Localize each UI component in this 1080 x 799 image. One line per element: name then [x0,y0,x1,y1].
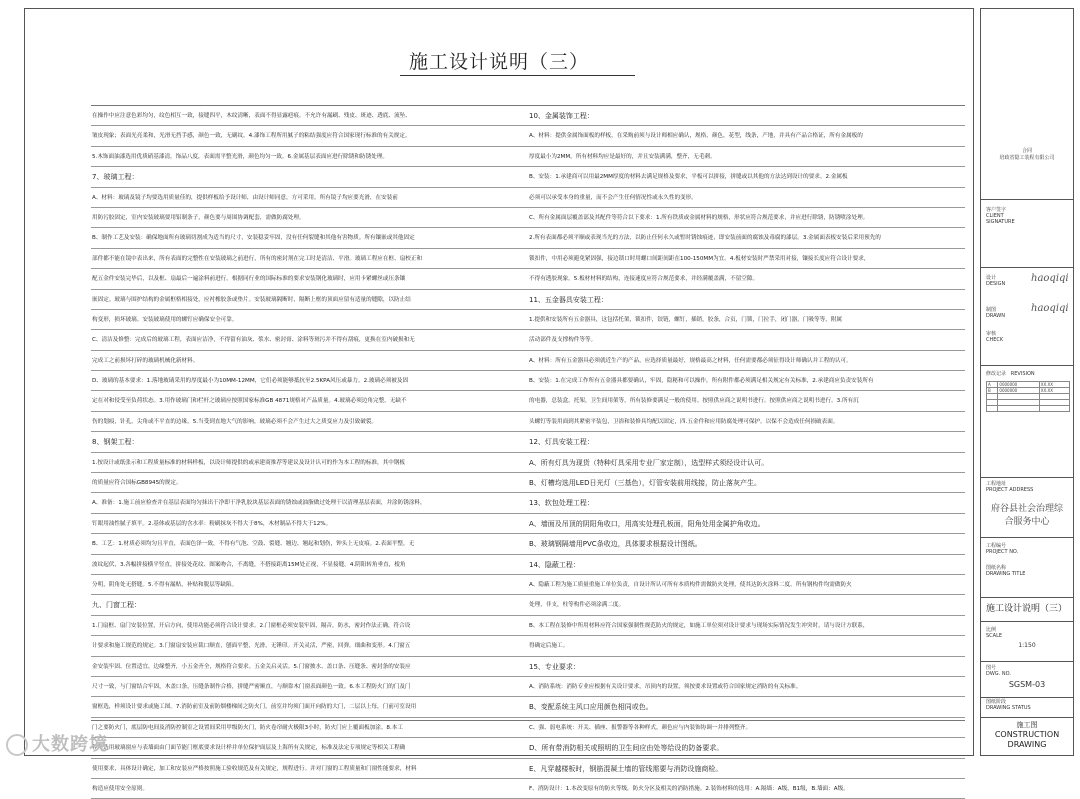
note-line: C、强、弱电系统：开关、插座、报警器等各种样式，颜色应与内装饰协调一并排列整齐。 [528,718,965,738]
check-label-cn: 审核 [986,331,997,337]
note-line: C、所有金属面层覆盖部及其配件等符合以下要求：1.所有铁质或金属材料的规格，形状应符合规范要求，并应进行除锈，防锈喷涂处理。 [528,208,965,228]
note-line: 1.门扇框、扇门安装位置，开启方向，使用功能必须符合设计要求。2.门窗框必须安装牢固，隔音，防水，密封作法正确，符合设 [91,616,528,636]
title-underline [400,75,635,76]
note-line: 尺寸一致，与门窗结合牢固，木盖口条，压缝条制作合格，拼缝严密顺直，与顺靠木门窗表面颜色一致。6.本工程防火门的门及门 [91,677,528,697]
drawn-label-en: DRAWN [986,313,1005,319]
section-heading: E、凡穿越楼板时，钢筋混凝土墙的管线需要与消防设施商检。 [528,759,965,779]
drawing-frame [24,8,974,792]
client-label-cn: 客户签字 [986,207,1007,213]
drawn-signature: haoqiqi [1031,303,1069,314]
right-notes-column [528,105,965,792]
dwg-no-label-en: DWG. NO. [986,671,1011,677]
note-line: 的质量应符合国标GB8945的规定。 [91,473,528,493]
watermark-logo-icon [6,734,28,756]
watermark: 大数跨境 [6,730,108,756]
note-line: 嵌固定。玻璃与围护结构的金属框格相接处，应衬橡胶条或垫片。安装玻璃隔断时，隔断上框的顶面应留有适量的缝隙，以防止结 [91,290,528,310]
note-line: 钉眼用油性腻子填平。2.基体或基层的含水率：粉刷抹灰不得大于8%，木材制品不得大于12%。 [91,514,528,534]
note-line: 窗框选，样须设计要求或施工图。7.消防前室及前防烟楼梯间之防火门，前室并均须门面开向防的大门，二层以上每，门前可室设用 [91,697,528,717]
section-heading: B、玻璃钢隔墙用PVC条收边，具体要求根据设计图纸。 [528,534,965,554]
project-address-label-en: PROJECT ADDRESS [986,487,1034,493]
note-line: 计要求和施工规范的规定。3.门窗扇安装应裁口顺直，刨面平整，光滑，无锤印。开关灵活，严密，回弹，细曲和变形。4.门窗五 [91,636,528,656]
note-line: 完成工之前损坏打碎的玻璃机械化新材料。 [91,351,528,371]
owner-label: 合同 [1021,148,1032,154]
project-name: 府谷县社会治理综合服务中心 [990,504,1063,527]
client-block [981,207,1073,225]
note-line: 部件都不能在镜中表出来，所有表面的完整性在安装玻璃之前进行，所有的密封剂在完工时是清洁、平滑。玻璃工程应在框、扇校正和 [91,249,528,269]
owner-name: 培政省隐工装程有限公司 [999,155,1055,161]
drawing-title-label-block [981,565,1073,577]
client-label-en: CLIENT [986,213,1004,219]
section-heading: 14、隐蔽工程： [528,555,965,575]
design-label-en: DESIGN [986,281,1006,287]
page-title: 施工设计说明（三） [408,51,589,73]
signature-label: SIGNATURE [986,219,1015,225]
note-line: 得确定后施工。 [528,636,965,656]
project-address-block [981,481,1073,493]
scale-label-en: SCALE [986,633,1003,639]
section-heading: 8、钢架工程： [91,432,528,452]
design-label-cn: 设计 [986,275,997,281]
status-label-en: DRAWING STATUS [986,705,1031,711]
note-line: 定在对和侵受至负荷状态。3.用作玻璃门和栏杆之玻璃应按照国家标准GB 4871规格对产品质量。4.玻璃必须边角完整，无缺不 [91,391,528,411]
section-heading: 九、门窗工程： [91,595,528,615]
check-label-en: CHECK [986,337,1004,343]
section-heading: 12、灯具安装工程： [528,432,965,452]
design-signature: haoqiqi [1031,273,1069,284]
note-line: 厚度最小为2MM，所有材料均应是最好的，并且安装满满，整齐，无毛刺。 [528,147,965,167]
note-line: A、准备：1.施工前应检查并在基层表面均匀抹出干净即干净乳胶块基层表面的锈蚀或油脂做过处理干以清理基层表面，并涂防锈涂料， [91,493,528,513]
note-line: 用防污胶固定，室内安装玻璃要用铝制条子，颜色要与周围协调配套，需做防腐处理。 [91,208,528,228]
status-label-cn: 图纸阶段 [986,699,1007,705]
section-heading: B、灯槽均选用LED日光灯（三基色），灯管安装前用线接，防止落灰产生。 [528,473,965,493]
dwg-no-block [981,665,1073,689]
note-line: 活动部件及支撑构件等等。 [528,330,965,350]
note-line: 使用要求，具体设计确定，加工和安装应严格按照施工验收规范及有关规定，规程进行。并对门窗的工程质量和门窗性能要求，材料 [91,759,528,779]
note-line: D、玻璃的基本要求：1.落地玻璃采用的厚度最小为10MM-12MM，它们必须能够抵抗至2.5KPA风压或暴力。2.玻璃必须被及固 [91,371,528,391]
section-heading: D、所有带消防相关或照明的卫生间应由处等给设的防备要求。 [528,738,965,758]
note-line: A、隐蔽工程为施工质量重施工单位负责，自设计所认可所有本质构件需做防火处理，使其达防火涂料二度。所有钢构件均需做防火 [528,575,965,595]
scale-value: 1:150 [1018,642,1036,649]
note-line: B、安装：1.承建商可以用最2MM厚度的材料去满足规格及要求，平板可以拼接，拼缝或以其他的方法达到设计的要求。2.金属板 [528,167,965,187]
left-notes-column [91,105,528,792]
note-line: 门之要防火门，底层防电间及消防控制室之设置间采用甲级防火门，防火卷帘耐火极限3小时，防火门应上覆面板加涂。8.本工 [91,718,528,738]
revision-table [986,381,1070,412]
project-no-label-cn: 工程编号 [986,543,1007,549]
drawing-title-label-cn: 图纸名称 [986,565,1007,571]
note-line: 构造应使用安全原则。 [91,779,528,799]
note-line: B、本工程在装修中所用材料应符合国家强制性规范防火的规定，如施工单位须对设计要求与现场实际情况发生冲突时，请与设计方联系， [528,616,965,636]
section-heading: 13、软包处理工程： [528,493,965,513]
status-cn: 施工图 [1016,721,1038,729]
note-line: 构变形，损坏玻璃。安装玻璃使用的螺钉应确保安全可靠。 [91,310,528,330]
revision-header [981,371,1073,377]
note-line: 程所选用玻璃窗应与表墙面由门面节能门框底要求设计样并单位保护面层及上海所有关规定，标准及法定专项规定等相关工程确 [91,738,528,758]
note-line: A、材料：所有五金器具必须就近生产的产品，应选择质量最好，规格最高之材料，任何需要都必须征得设计师确认并工程的认可。 [528,351,965,371]
dwg-no-label-cn: 图号 [986,665,997,671]
dwg-no-value: SGSM-03 [1008,680,1046,689]
revision-row [987,406,1070,412]
drawn-row [981,303,1073,329]
note-line: 必须可以承受本身的重量，而不会产生任何情况性或永久性的变形。 [528,188,965,208]
note-line: C、清洁及修整：完成后的玻璃工程，表面应洁净，不得留有油灰、浆水、密封膏、涂料等斑污并不得有刮痕，更换在室内破损和无 [91,330,528,350]
note-line: 锁扣件，中用必须避免紧固强，接边锁口时用螺口间距间距在100-150MM为宜。4.板材安装时严禁采用对接，镶接长度应符合设计要求， [528,249,965,269]
section-heading: 15、专业要求： [528,657,965,677]
scale-block [981,627,1073,649]
note-line: B、制作工艺及安装：确保地面所有玻璃切割成为适当的尺寸，安装稳妥牢固，没有任何裂缝和其他有害物质。所有镶嵌或其他固定 [91,228,528,248]
note-line: B、工艺：1.材质必须均匀且平直，表面色泽一致，不得有气泡、空鼓、裂缝、翘边、翘起和划伤，钟头上无皮痕。2.表面平整，无 [91,534,528,554]
owner-block [981,147,1073,161]
revision-row: A 0000000 XX.XX [987,382,1070,388]
note-line: 分明，阴角处无搭缝。5.不得有漏贴，补贴和脱层等缺陷。 [91,575,528,595]
drawn-label-cn: 制图 [986,307,997,313]
note-line: 处理，非支，柱等构件必须涂满二度。 [528,595,965,615]
note-line: 皱皮现象；表面光亮柔和，光滑无挡手感，颜色一致，无刷纹。4.漆饰工程所用腻子的粘结强度应符合国家现行标准的有关规定。 [91,126,528,146]
project-address-label-cn: 工程地址 [986,481,1007,487]
project-no-label-en: PROJECT NO. [986,549,1019,555]
revision-row: B 0000000 XX.XX [987,388,1070,394]
section-heading: 7、玻璃工程： [91,167,528,187]
section-heading: A、墙面及吊顶的阴阳角收口，用高实处理孔板面，阳角处用金属护角收边。 [528,514,965,534]
note-line: 在操作中应注意色彩均匀，纹色相互一致，接缝四平，木纹清晰，表面不得显露疤痕。不允许有漏刷、残皮、斑迹、透底、流坠、 [91,106,528,126]
note-line: 2.所有表面都必须平顺或表现当光的方法，以防止任何永久或暂时锈蚀痕迹，即安装前面的腐蚀及毒腐的漆层。3.金属面表板安装后采用预先的 [528,228,965,248]
note-line: 波纹起伏，3.各幅拼接横平竖直，拼接处花纹、图案吻合，不离缝，不搭接距离15M处正视，不显接缝。4.阴阳转角垂直，棱角 [91,555,528,575]
note-line: 头螺钉等装用面到其紧密平装包，卫浴和装修具均配以固定，四.五金件和应用防腐处理可保护。以保不会造成任何损破表面。 [528,412,965,432]
note-line: 1.提供和安装所有五金器具，这包括托架，锁扣件，铰链，螺钉，插销，胶条，合页，门锁，门拉手，闭门器，门吸等等，附属 [528,310,965,330]
drawing-title: 施工设计说明（三） [986,604,1068,614]
note-line: 的电器，总装盒，托架，卫生间用架等，所有装修要满足一般的使用。按照供应商之说明书进行。按照供应商之说明书进行。3.所有沉 [528,391,965,411]
status-en-1: CONSTRUCTION [994,730,1060,739]
status-en-2: DRAWING [1007,740,1047,749]
note-line: F、消防设计：1.本改变原有的防火等级，防火分区及相关的消防措施。2.装饰材料的选用：A.隔墙：A级，B1级，B.墙面：A级。 [528,779,965,799]
drawing-status [981,721,1073,750]
title-block [980,8,1074,756]
check-row [981,331,1073,343]
drawing-title-label-en: DRAWING TITLE [986,571,1026,577]
note-line: A、材料：玻璃及镜子均要选用质量佳的，提供样板给予设计师，由设计师同意，方可采用。所有镜子均应要光滑，在安装前 [91,188,528,208]
section-heading: B、变配系统主风口应用颜色相同或色。 [528,697,965,717]
note-line: A、材料：提供金属饰面板的样板，在采购前须与设计师相应确认，规格，颜色，花型，线条，产地，并具有产品合格证，所有金属板的 [528,126,965,146]
note-line: A、消防系统：消防专业应根据有关设计要求，吊顶内的设置，须按要求设置或符合国家规定消防的有关标准。 [528,677,965,697]
note-line: 金安装牢固、位置适宜，边缘整齐，小五金齐全，规格符合要求。五金关启灵活。5.门窗披水、盖口条、压缝条、密封条的安装应 [91,657,528,677]
project-no-block [981,543,1073,555]
note-line: 不得有透胶现象。5.板材材料的结构，连接速度应符合规范要求，并经满覆盖满，不留空隙。 [528,269,965,289]
note-line: 1.按设计或纸张示和工程质量标准的材料样板，以设计师提供的或承建商推荐等建议及设计认可的作为本工程的标准，其中钢板 [91,453,528,473]
scale-label-cn: 比例 [986,627,997,633]
note-line: 配五金件安装完毕后，以及框、扇最后一遍涂料前进行。根据同行业的国际标准的要求安装钢化玻璃时，应用卡紧螺丝或压条镶 [91,269,528,289]
section-heading: 10、金属装饰工程： [528,106,965,126]
section-heading: A、所有灯具为现货（特种灯具采用专业厂家定制），选型样式须经设计认可。 [528,453,965,473]
note-line: 伤的划痕，针孔，尖角或不平直的边缘。5.当受到直地大气的影响，玻璃必须不会产生过大之质变应力及引致破裂。 [91,412,528,432]
section-heading: 11、五金器具安装工程： [528,290,965,310]
note-line: B、安装：1.在完成工作所有五金器具都要确认，牢固，隐秘和可以操作，所有附件都必须满足相关规定有关标准，2.承建商应负责安装所有 [528,371,965,391]
revision-label: 修改记录 REVISION [986,371,1035,377]
status-label-block [981,699,1073,711]
design-row [981,275,1073,297]
note-line: 5.木饰面油漆选用优质硝基漆清，饰品八度，表面需平整光滑，颜色均匀一致。6.金属基层表面应进行除锈和防锈处理。 [91,147,528,167]
